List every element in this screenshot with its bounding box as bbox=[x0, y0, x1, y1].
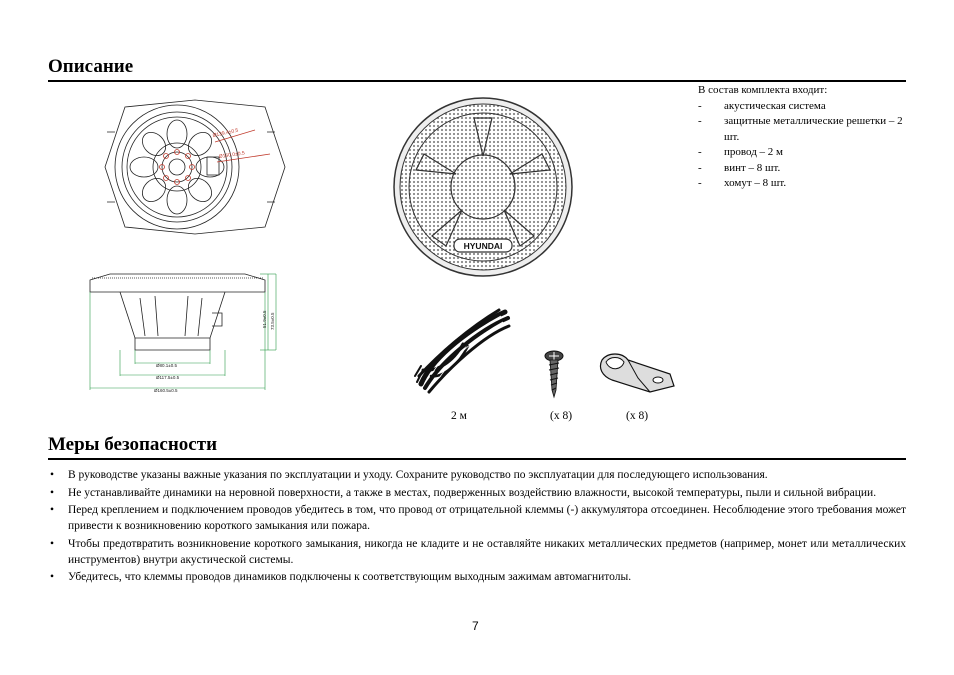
kit-item bbox=[698, 99, 908, 115]
bullet-icon: • bbox=[50, 537, 55, 550]
safety-item-text: Не устанавливайте динамики на неровной поверхности, а также в местах, подверженных воздействию влажности, высокой температуры, пыли и сильной вибрации. bbox=[68, 486, 877, 499]
page-number: 7 bbox=[472, 619, 479, 633]
kit-item bbox=[698, 114, 908, 145]
wire-caption: 2 м bbox=[451, 410, 467, 422]
kit-heading: В состав комплекта входит: bbox=[698, 84, 828, 96]
speaker-side-view-drawing bbox=[80, 268, 285, 398]
safety-item-text: Перед креплением и подключением проводов убедитесь в том, что провод от отрицательной клеммы (-) аккумулятора отсоединен. Несоблюдение этого требования может привести к возникновению короткого замыкания или пожара. bbox=[68, 504, 906, 532]
clip-caption: (x 8) bbox=[626, 410, 649, 422]
dimension-label-depth: 51.9±0.5 bbox=[262, 310, 267, 328]
kit-item bbox=[698, 161, 908, 177]
safety-rule bbox=[48, 458, 906, 460]
dimension-label-height: 73.5±0.5 bbox=[270, 312, 275, 330]
screw-caption: (x 8) bbox=[550, 410, 573, 422]
safety-item-text: Чтобы предотвратить возникновение короткого замыкания, никогда не кладите и не оставляйте никаких металлических предметов (например, монет или металлических инструментов) внутри акустической системы. bbox=[68, 537, 906, 566]
bullet-icon: • bbox=[50, 571, 55, 583]
dimension-label-basket: Ø117.5±0.5 bbox=[156, 375, 180, 380]
section-title-safety: Меры безопасности bbox=[48, 434, 218, 455]
safety-item bbox=[48, 467, 906, 483]
kit-item-grilles: защитные металлические решетки – 2 шт. bbox=[724, 115, 903, 143]
dimension-label-frame: Ø160.5±0.5 bbox=[154, 388, 178, 393]
kit-item-dash: - bbox=[698, 115, 702, 127]
kit-item-clamps: хомут – 8 шт. bbox=[724, 177, 787, 189]
kit-item-wire: провод – 2 м bbox=[724, 146, 783, 158]
safety-item bbox=[48, 536, 906, 568]
section-title-description: Описание bbox=[48, 56, 134, 77]
wire-bundle-image bbox=[413, 306, 513, 396]
kit-item-dash: - bbox=[698, 177, 702, 189]
safety-item bbox=[48, 485, 906, 501]
kit-item-dash: - bbox=[698, 99, 702, 112]
grille-brand-logo: HYUNDAI bbox=[463, 241, 503, 251]
safety-item bbox=[48, 502, 906, 534]
safety-item-text: В руководстве указаны важные указания по эксплуатации и уходу. Сохраните руководство по эксплуатации для последующего использования. bbox=[68, 469, 768, 481]
screw-image bbox=[543, 350, 565, 400]
bullet-icon: • bbox=[50, 486, 55, 499]
dimension-label-magnet: Ø80.1±0.5 bbox=[156, 363, 177, 368]
kit-item bbox=[698, 145, 908, 161]
kit-contents bbox=[698, 83, 908, 192]
safety-item bbox=[48, 569, 906, 585]
kit-item-dash: - bbox=[698, 161, 702, 174]
kit-item-screws: винт – 8 шт. bbox=[724, 161, 781, 174]
speaker-grille-image bbox=[392, 96, 574, 278]
bullet-icon: • bbox=[50, 504, 55, 516]
safety-list bbox=[48, 467, 906, 587]
kit-item-dash: - bbox=[698, 146, 702, 158]
dimension-label-outer: Ø160.0±0.5 bbox=[218, 150, 246, 160]
safety-item-text: Убедитесь, что клеммы проводов динамиков подключены к соответствующим выходным зажимам автомагнитолы. bbox=[68, 571, 632, 583]
kit-item-speaker: акустическая система bbox=[724, 99, 826, 112]
dimension-label-inner: Ø139.4±0.5 bbox=[212, 127, 239, 139]
description-rule bbox=[48, 80, 906, 82]
clip-image bbox=[598, 350, 678, 395]
bullet-icon: • bbox=[50, 469, 55, 481]
kit-item bbox=[698, 176, 908, 192]
speaker-top-view-drawing bbox=[95, 92, 295, 242]
